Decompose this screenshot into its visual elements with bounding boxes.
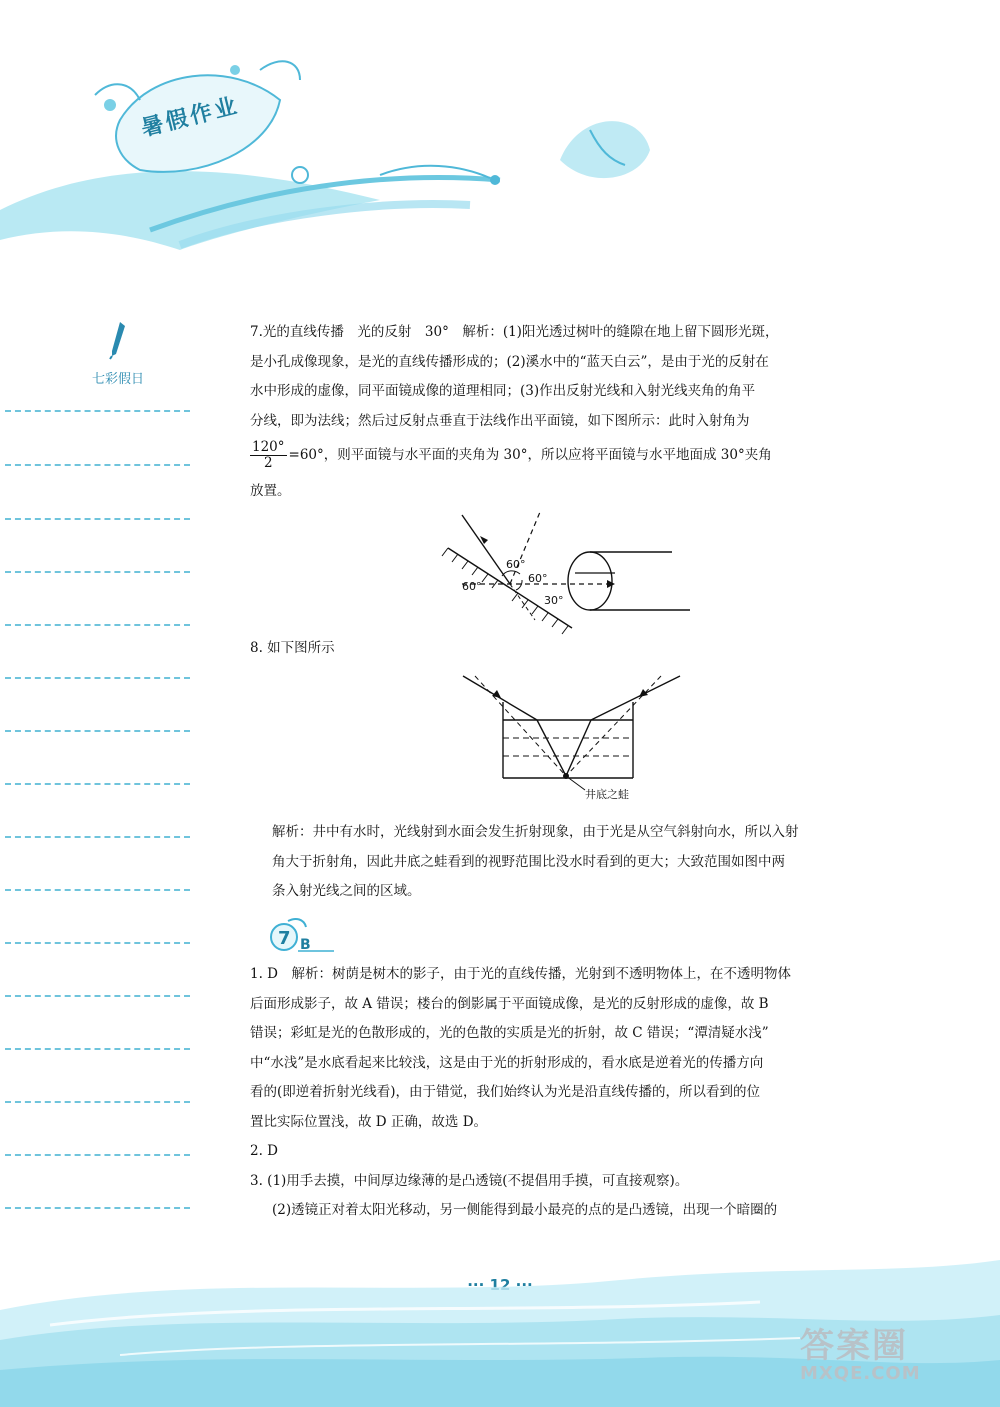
fig1-angle-label: 60° — [506, 558, 526, 571]
q7-line3: 水中形成的虚像，同平面镜成像的道理相同；(3)作出反射光线和入射光线夹角的角平 — [250, 383, 756, 399]
fig1-angle-label: 60° — [462, 580, 482, 593]
b1-line: 中“水浅”是水底看起来比较浅，这是由于光的折射形成的，看水底是逆着光的传播方向 — [250, 1054, 764, 1071]
section-badge — [268, 915, 338, 955]
b1-line: 后面形成影子，故 A 错误；楼台的倒影属于平面镜成像，是光的反射形成的虚像，故 B — [250, 995, 769, 1012]
q8-analysis-line: 角大于折射角，因此井底之蛙看到的视野范围比没水时看到的更大；大致范围如图中两 — [272, 853, 785, 870]
q8-analysis-line: 条入射光线之间的区域。 — [272, 883, 421, 899]
watermark — [800, 1318, 921, 1384]
q7-line5-rest: =60°，则平面镜与水平面的夹角为 30°，所以应将平面镜与水平地面成 30°夹角 — [288, 447, 772, 463]
q8-analysis-block — [250, 818, 888, 907]
watermark-logo: 答案圈 — [800, 1326, 908, 1366]
note-line — [5, 518, 190, 520]
section-letter: B — [300, 937, 311, 953]
fig1-angle-label: 60° — [528, 572, 548, 585]
note-line — [5, 889, 190, 891]
note-line — [5, 410, 190, 412]
sidebar-label: 七彩假日 — [91, 372, 144, 387]
fraction-numerator: 120° — [252, 439, 285, 455]
b3-line: 3. (1)用手去摸，中间厚边缘薄的是凸透镜(不提倡用手摸，可直接观察)。 — [250, 1172, 689, 1189]
b1-line: 看的(即逆着折射光线看)，由于错觉，我们始终认为光是沿直线传播的，所以看到的位 — [250, 1084, 761, 1100]
note-line — [5, 836, 190, 838]
note-line — [5, 571, 190, 573]
b1-line: 置比实际位置浅，故 D 正确，故选 D。 — [250, 1113, 488, 1130]
q7-line5 — [250, 440, 888, 471]
pen-icon — [108, 320, 128, 360]
b2-line: 2. D — [250, 1143, 278, 1159]
sidebar-logo — [78, 320, 158, 387]
note-line — [5, 1101, 190, 1103]
note-line — [5, 1048, 190, 1050]
note-line — [5, 730, 190, 732]
figure-frog-in-well — [455, 670, 695, 805]
banner-title: 暑假作业 — [138, 93, 243, 142]
note-line — [5, 995, 190, 997]
note-line — [5, 624, 190, 626]
page-number: ··· 12 ··· — [467, 1276, 533, 1294]
note-line — [5, 942, 190, 944]
fig2-frog-label: 井底之蛙 — [585, 788, 629, 801]
fig1-angle-label: 30° — [544, 594, 564, 607]
b1-line: 1. D 解析：树荫是树木的影子，由于光的直线传播，光射到不透明物体上，在不透明物体 — [250, 966, 791, 982]
q7-number: 7. — [250, 324, 263, 340]
watermark-url: MXQE.COM — [800, 1363, 921, 1384]
b1-line: 错误；彩虹是光的色散形成的，光的色散的实质是光的折射，故 C 错误；“潭清疑水浅” — [250, 1025, 769, 1041]
section-b-block — [250, 960, 888, 1226]
q8-analysis-line: 解析：井中有水时，光线射到水面会发生折射现象，由于光是从空气斜射向水，所以入射 — [272, 824, 799, 840]
fraction — [250, 440, 287, 471]
note-line — [5, 677, 190, 679]
note-line — [5, 783, 190, 785]
note-line — [5, 1207, 190, 1209]
q8-block — [250, 634, 888, 664]
q7-line1: 光的直线传播 光的反射 30° 解析：(1)阳光透过树叶的缝隙在地上留下圆形光斑， — [262, 324, 779, 340]
header-banner — [0, 0, 720, 260]
fraction-denominator: 2 — [263, 455, 273, 471]
q7-block — [250, 318, 888, 507]
note-line — [5, 1154, 190, 1156]
b3-line: (2)透镜正对着太阳光移动，另一侧能得到最小最亮的点的是凸透镜，出现一个暗圈的 — [272, 1202, 778, 1218]
q7-line — [250, 318, 888, 348]
section-number: 7 — [278, 928, 291, 949]
q7-line6: 放置。 — [250, 483, 291, 499]
figure-mirror-reflection — [440, 510, 700, 635]
q7-line2: 是小孔成像现象，是光的直线传播形成的；(2)溪水中的“蓝天白云”，是由于光的反射在 — [250, 353, 769, 370]
q7-line4: 分线，即为法线；然后过反射点垂直于法线作出平面镜，如下图所示：此时入射角为 — [250, 412, 750, 429]
note-line — [5, 464, 190, 466]
q8-title: 8. 如下图所示 — [250, 640, 335, 656]
